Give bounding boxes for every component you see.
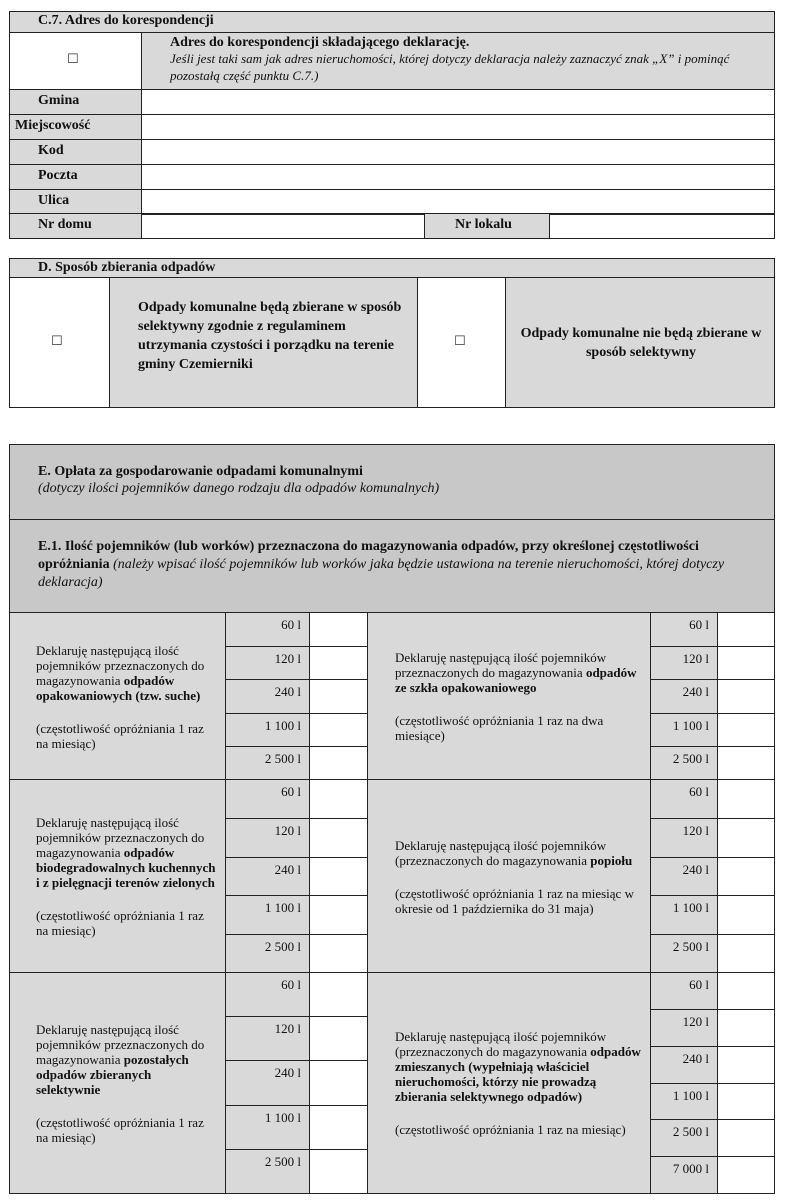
- e-block-waste-type: pozostałych odpadów zbieranych selektywnie: [36, 1051, 189, 1097]
- c7-field-label: Kod: [38, 143, 64, 158]
- container-size-label: 120 l: [225, 1016, 310, 1061]
- c7-checkbox-cell: [9, 32, 142, 90]
- e-block-frequency: (częstotliwość opróżniania 1 raz na dwa miesiące): [395, 713, 604, 743]
- d-option1-cell: [109, 277, 418, 408]
- e-block-intro: Deklaruję następującą ilość pojemników (przeznaczonych do magazynowania: [395, 1029, 607, 1059]
- c7-field-label: Poczta: [38, 168, 78, 183]
- container-count-input[interactable]: [717, 818, 775, 858]
- container-count-input[interactable]: [717, 972, 775, 1010]
- e-block-frequency: (częstotliwość opróżniania 1 raz na miesiąc): [36, 908, 204, 938]
- c7-field-label-cell: [9, 89, 142, 115]
- container-count-input[interactable]: [717, 857, 775, 896]
- container-size-label: 240 l: [225, 679, 310, 714]
- c7-field-label-cell: [9, 114, 142, 140]
- container-size-label: 60 l: [225, 972, 310, 1017]
- container-size-label: 60 l: [650, 612, 718, 647]
- c7-choice-title: Adres do korespondencji składającego deklarację.: [170, 35, 470, 50]
- container-size-label: 2 500 l: [650, 746, 718, 781]
- container-count-input[interactable]: [717, 746, 775, 781]
- d-option2-checkbox[interactable]: ☐: [454, 334, 466, 349]
- container-size-label: 120 l: [650, 818, 718, 858]
- container-count-input[interactable]: [309, 713, 368, 747]
- c7-choice-cell: [141, 32, 775, 90]
- container-count-input[interactable]: [309, 679, 368, 714]
- container-size-label: 2 500 l: [225, 746, 310, 781]
- c7-field-label: Gmina: [38, 93, 80, 108]
- container-size-label: 240 l: [650, 857, 718, 896]
- container-count-input[interactable]: [717, 713, 775, 747]
- container-size-label: 240 l: [225, 1060, 310, 1106]
- container-count-input[interactable]: [309, 818, 368, 858]
- container-count-input[interactable]: [309, 934, 368, 974]
- e-block-intro: Deklaruję następującą ilość pojemników przeznaczonych do magazynowania: [36, 1021, 205, 1067]
- container-count-input[interactable]: [717, 1046, 775, 1084]
- container-size-label: 2 500 l: [650, 1119, 718, 1157]
- nr-domu-input[interactable]: [141, 213, 425, 239]
- container-count-input[interactable]: [717, 779, 775, 819]
- c7-field-input[interactable]: [141, 89, 775, 115]
- e-block-waste-type: odpadów opakowaniowych (tzw. suche): [36, 672, 201, 703]
- e-block-frequency: (częstotliwość opróżniania 1 raz na miesiąc): [36, 1114, 204, 1145]
- nr-domu-label-cell: [9, 213, 142, 239]
- container-count-input[interactable]: [717, 612, 775, 647]
- e-block-waste-type: odpadów biodegradowalnych kuchennych i z pielęgnacji terenów zielonych: [36, 845, 216, 890]
- d-option1-label: Odpady komunalne będą zbierane w sposób selektywny zgodnie z regulaminem utrzymania czystości i porządku na terenie gminy Czemierniki: [138, 300, 402, 372]
- e-block-waste-type: popiołu: [590, 852, 633, 868]
- d-option1-checkbox[interactable]: ☐: [51, 334, 63, 349]
- container-size-label: 60 l: [650, 972, 718, 1010]
- container-size-label: 2 500 l: [225, 1149, 310, 1194]
- e1-note: (należy wpisać ilość pojemników lub worków jaka będzie ustawiona na terenie nieruchomości, której dotyczy deklaracja): [38, 557, 725, 590]
- container-count-input[interactable]: [717, 1083, 775, 1120]
- container-count-input[interactable]: [309, 1016, 368, 1061]
- nr-lokalu-input[interactable]: [549, 213, 775, 239]
- c7-header: [9, 11, 775, 33]
- e-block-description: [367, 612, 651, 781]
- nr-lokalu-label: Nr lokalu: [455, 217, 512, 232]
- c7-field-label: Ulica: [38, 193, 70, 208]
- e-block-description: [9, 612, 226, 781]
- e-block-frequency: (częstotliwość opróżniania 1 raz na miesiąc): [395, 1122, 626, 1137]
- container-size-label: 120 l: [650, 646, 718, 680]
- d-header: [9, 258, 775, 278]
- c7-field-label-cell: [9, 139, 142, 165]
- e-block-intro: Deklaruję następującą ilość pojemników (przeznaczonych do magazynowania: [395, 837, 607, 868]
- e-header: [9, 444, 775, 520]
- e-block-intro: Deklaruję następującą ilość pojemników przeznaczonych do magazynowania: [36, 642, 205, 688]
- c7-field-input[interactable]: [141, 139, 775, 165]
- e-block-intro: Deklaruję następującą ilość pojemników przeznaczonych do magazynowania: [36, 815, 205, 860]
- container-count-input[interactable]: [309, 779, 368, 819]
- container-count-input[interactable]: [309, 1060, 368, 1106]
- container-count-input[interactable]: [717, 646, 775, 680]
- e1-header: [9, 519, 775, 613]
- container-size-label: 2 500 l: [650, 934, 718, 974]
- d-title: D. Sposób zbierania odpadów: [38, 260, 216, 275]
- e-block-description: [9, 779, 226, 974]
- container-count-input[interactable]: [309, 746, 368, 781]
- c7-field-input[interactable]: [141, 189, 775, 215]
- e-block-description: [367, 972, 651, 1194]
- c7-field-label-cell: [9, 189, 142, 215]
- container-count-input[interactable]: [717, 1009, 775, 1047]
- container-size-label: 1 100 l: [225, 1105, 310, 1150]
- c7-field-label-cell: [9, 164, 142, 190]
- container-size-label: 1 100 l: [225, 713, 310, 747]
- c7-checkbox[interactable]: ☐: [67, 52, 79, 67]
- e1-title: E.1. Ilość pojemników (lub worków) przeznaczona do magazynowania odpadów, przy określonej częstotliwości opróżniania: [38, 539, 699, 572]
- container-size-label: 1 100 l: [650, 895, 718, 935]
- container-size-label: 1 100 l: [225, 895, 310, 935]
- container-count-input[interactable]: [309, 895, 368, 935]
- container-size-label: 1 100 l: [650, 713, 718, 747]
- e-block-waste-type: odpadów ze szkła opakowaniowego: [395, 665, 637, 695]
- nr-domu-label: Nr domu: [38, 217, 92, 232]
- container-size-label: 60 l: [225, 779, 310, 819]
- c7-field-input[interactable]: [141, 164, 775, 190]
- container-size-label: 240 l: [650, 679, 718, 714]
- container-count-input[interactable]: [717, 934, 775, 974]
- e-block-frequency: (częstotliwość opróżniania 1 raz na miesiąc w okresie od 1 października do 31 maja): [395, 885, 634, 916]
- container-count-input[interactable]: [717, 1156, 775, 1194]
- e-block-frequency: (częstotliwość opróżniania 1 raz na miesiąc): [36, 720, 204, 751]
- c7-choice-note: Jeśli jest taki sam jak adres nieruchomości, której dotyczy deklaracja należy zaznaczyć znak „X” i pominąć pozostałą część punktu C.7.): [170, 51, 730, 83]
- container-size-label: 60 l: [225, 612, 310, 647]
- c7-title: C.7. Adres do korespondencji: [38, 13, 214, 28]
- d-option2-label: Odpady komunalne nie będą zbierane w sposób selektywny: [520, 326, 762, 360]
- container-size-label: 120 l: [225, 646, 310, 680]
- container-size-label: 7 000 l: [650, 1156, 718, 1194]
- container-count-input[interactable]: [309, 1149, 368, 1194]
- container-count-input[interactable]: [717, 1119, 775, 1157]
- container-count-input[interactable]: [309, 1105, 368, 1150]
- c7-field-input[interactable]: [141, 114, 775, 140]
- e-title: E. Opłata za gospodarowanie odpadami komunalnymi: [38, 464, 363, 479]
- container-size-label: 2 500 l: [225, 934, 310, 974]
- d-option1-checkbox-cell: [9, 277, 110, 408]
- container-count-input[interactable]: [717, 895, 775, 935]
- container-size-label: 120 l: [650, 1009, 718, 1047]
- container-size-label: 60 l: [650, 779, 718, 819]
- container-size-label: 240 l: [225, 857, 310, 896]
- e-block-description: [9, 972, 226, 1194]
- d-option2-checkbox-cell: [417, 277, 506, 408]
- container-count-input[interactable]: [309, 972, 368, 1017]
- container-count-input[interactable]: [717, 679, 775, 714]
- e-block-intro: Deklaruję następującą ilość pojemników przeznaczonych do magazynowania: [395, 650, 607, 680]
- container-size-label: 240 l: [650, 1046, 718, 1084]
- e-subtitle: (dotyczy ilości pojemników danego rodzaju dla odpadów komunalnych): [38, 481, 440, 496]
- container-size-label: 120 l: [225, 818, 310, 858]
- d-option2-cell: [505, 277, 775, 408]
- container-size-label: 1 100 l: [650, 1083, 718, 1120]
- e-block-waste-type: odpadów zmieszanych (wypełniają właściciel nieruchomości, którzy nie prowadzą zbierania selektywnego odpadów): [395, 1044, 641, 1104]
- c7-field-label: Miejscowość: [15, 118, 91, 133]
- container-count-input[interactable]: [309, 612, 368, 647]
- e-block-description: [367, 779, 651, 974]
- container-count-input[interactable]: [309, 857, 368, 896]
- nr-lokalu-label-cell: [424, 213, 550, 239]
- container-count-input[interactable]: [309, 646, 368, 680]
